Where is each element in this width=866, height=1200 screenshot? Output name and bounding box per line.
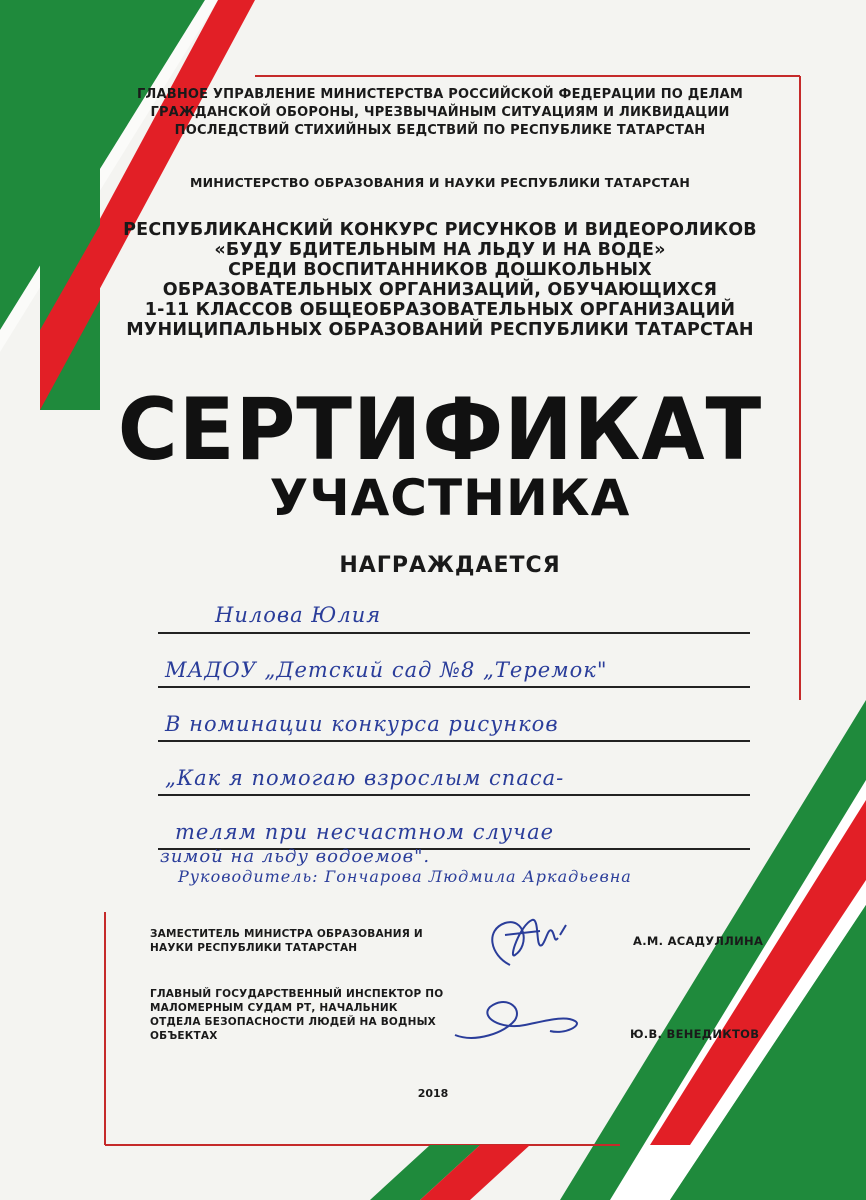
supervisor: Руководитель: Гончарова Людмила Аркадьевна: [178, 867, 632, 886]
nomination: В номинации конкурса рисунков: [165, 712, 559, 736]
contest-line: РЕСПУБЛИКАНСКИЙ КОНКУРС РИСУНКОВ И ВИДЕОРОЛИКОВ: [123, 220, 757, 240]
work-title-line: „Как я помогаю взрослым спаса-: [165, 766, 565, 790]
underline: [158, 686, 750, 688]
signature-mark: [445, 985, 595, 1055]
contest-line: 1-11 КЛАССОВ ОБЩЕОБРАЗОВАТЕЛЬНЫХ ОРГАНИЗАЦИЙ: [144, 300, 736, 320]
recipient-institution: МАДОУ „Детский сад №8 „Теремок": [165, 658, 608, 682]
certificate-title: СЕРТИФИКАТ: [117, 380, 763, 480]
year: 2018: [417, 1087, 449, 1100]
underline: [158, 794, 750, 796]
contest-title: [90, 220, 790, 340]
contest-line: МУНИЦИПАЛЬНЫХ ОБРАЗОВАНИЙ РЕСПУБЛИКИ ТАТАРСТАН: [126, 320, 754, 340]
recipient-name: Нилова Юлия: [215, 603, 382, 627]
organization-header: ГЛАВНОЕ УПРАВЛЕНИЕ МИНИСТЕРСТВА РОССИЙСКОЙ ФЕДЕРАЦИИ ПО ДЕЛАМ ГРАЖДАНСКОЙ ОБОРОНЫ, ЧРЕЗВЫЧАЙНЫМ СИТУАЦИЯМ И ЛИКВИДАЦИИ ПОСЛЕДСТВИЙ СТИХИЙНЫХ БЕДСТВИЙ ПО РЕСПУБЛИКЕ ТАТАРСТАН: [136, 87, 744, 138]
signatory-title: ЗАМЕСТИТЕЛЬ МИНИСТРА ОБРАЗОВАНИЯ И НАУКИ РЕСПУБЛИКИ ТАТАРСТАН: [150, 928, 423, 954]
signatory-name: Ю.В. ВЕНЕДИКТОВ: [630, 1027, 760, 1041]
work-title-line: телям при несчастном случае: [175, 820, 555, 844]
ministry-header: МИНИСТЕРСТВО ОБРАЗОВАНИЯ И НАУКИ РЕСПУБЛИКИ ТАТАРСТАН: [189, 175, 691, 190]
signature-mark: [470, 905, 580, 975]
awarded-label: НАГРАЖДАЕТСЯ: [339, 553, 561, 578]
signatory-title: ГЛАВНЫЙ ГОСУДАРСТВЕННЫЙ ИНСПЕКТОР ПО МАЛОМЕРНЫМ СУДАМ РТ, НАЧАЛЬНИК ОТДЕЛА БЕЗОПАСНОСТИ ЛЮДЕЙ НА ВОДНЫХ ОБЪЕКТАХ: [150, 988, 444, 1042]
signatory-name: А.М. АСАДУЛЛИНА: [633, 934, 764, 948]
underline: [158, 740, 750, 742]
contest-line: «БУДУ БДИТЕЛЬНЫМ НА ЛЬДУ И НА ВОДЕ»: [214, 240, 666, 260]
certificate-subtitle: УЧАСТНИКА: [269, 469, 631, 527]
work-title-line: зимой на льду водоемов".: [160, 846, 431, 867]
contest-line: СРЕДИ ВОСПИТАННИКОВ ДОШКОЛЬНЫХ: [228, 260, 652, 280]
underline: [158, 632, 750, 634]
contest-line: ОБРАЗОВАТЕЛЬНЫХ ОРГАНИЗАЦИЙ, ОБУЧАЮЩИХСЯ: [162, 280, 718, 300]
